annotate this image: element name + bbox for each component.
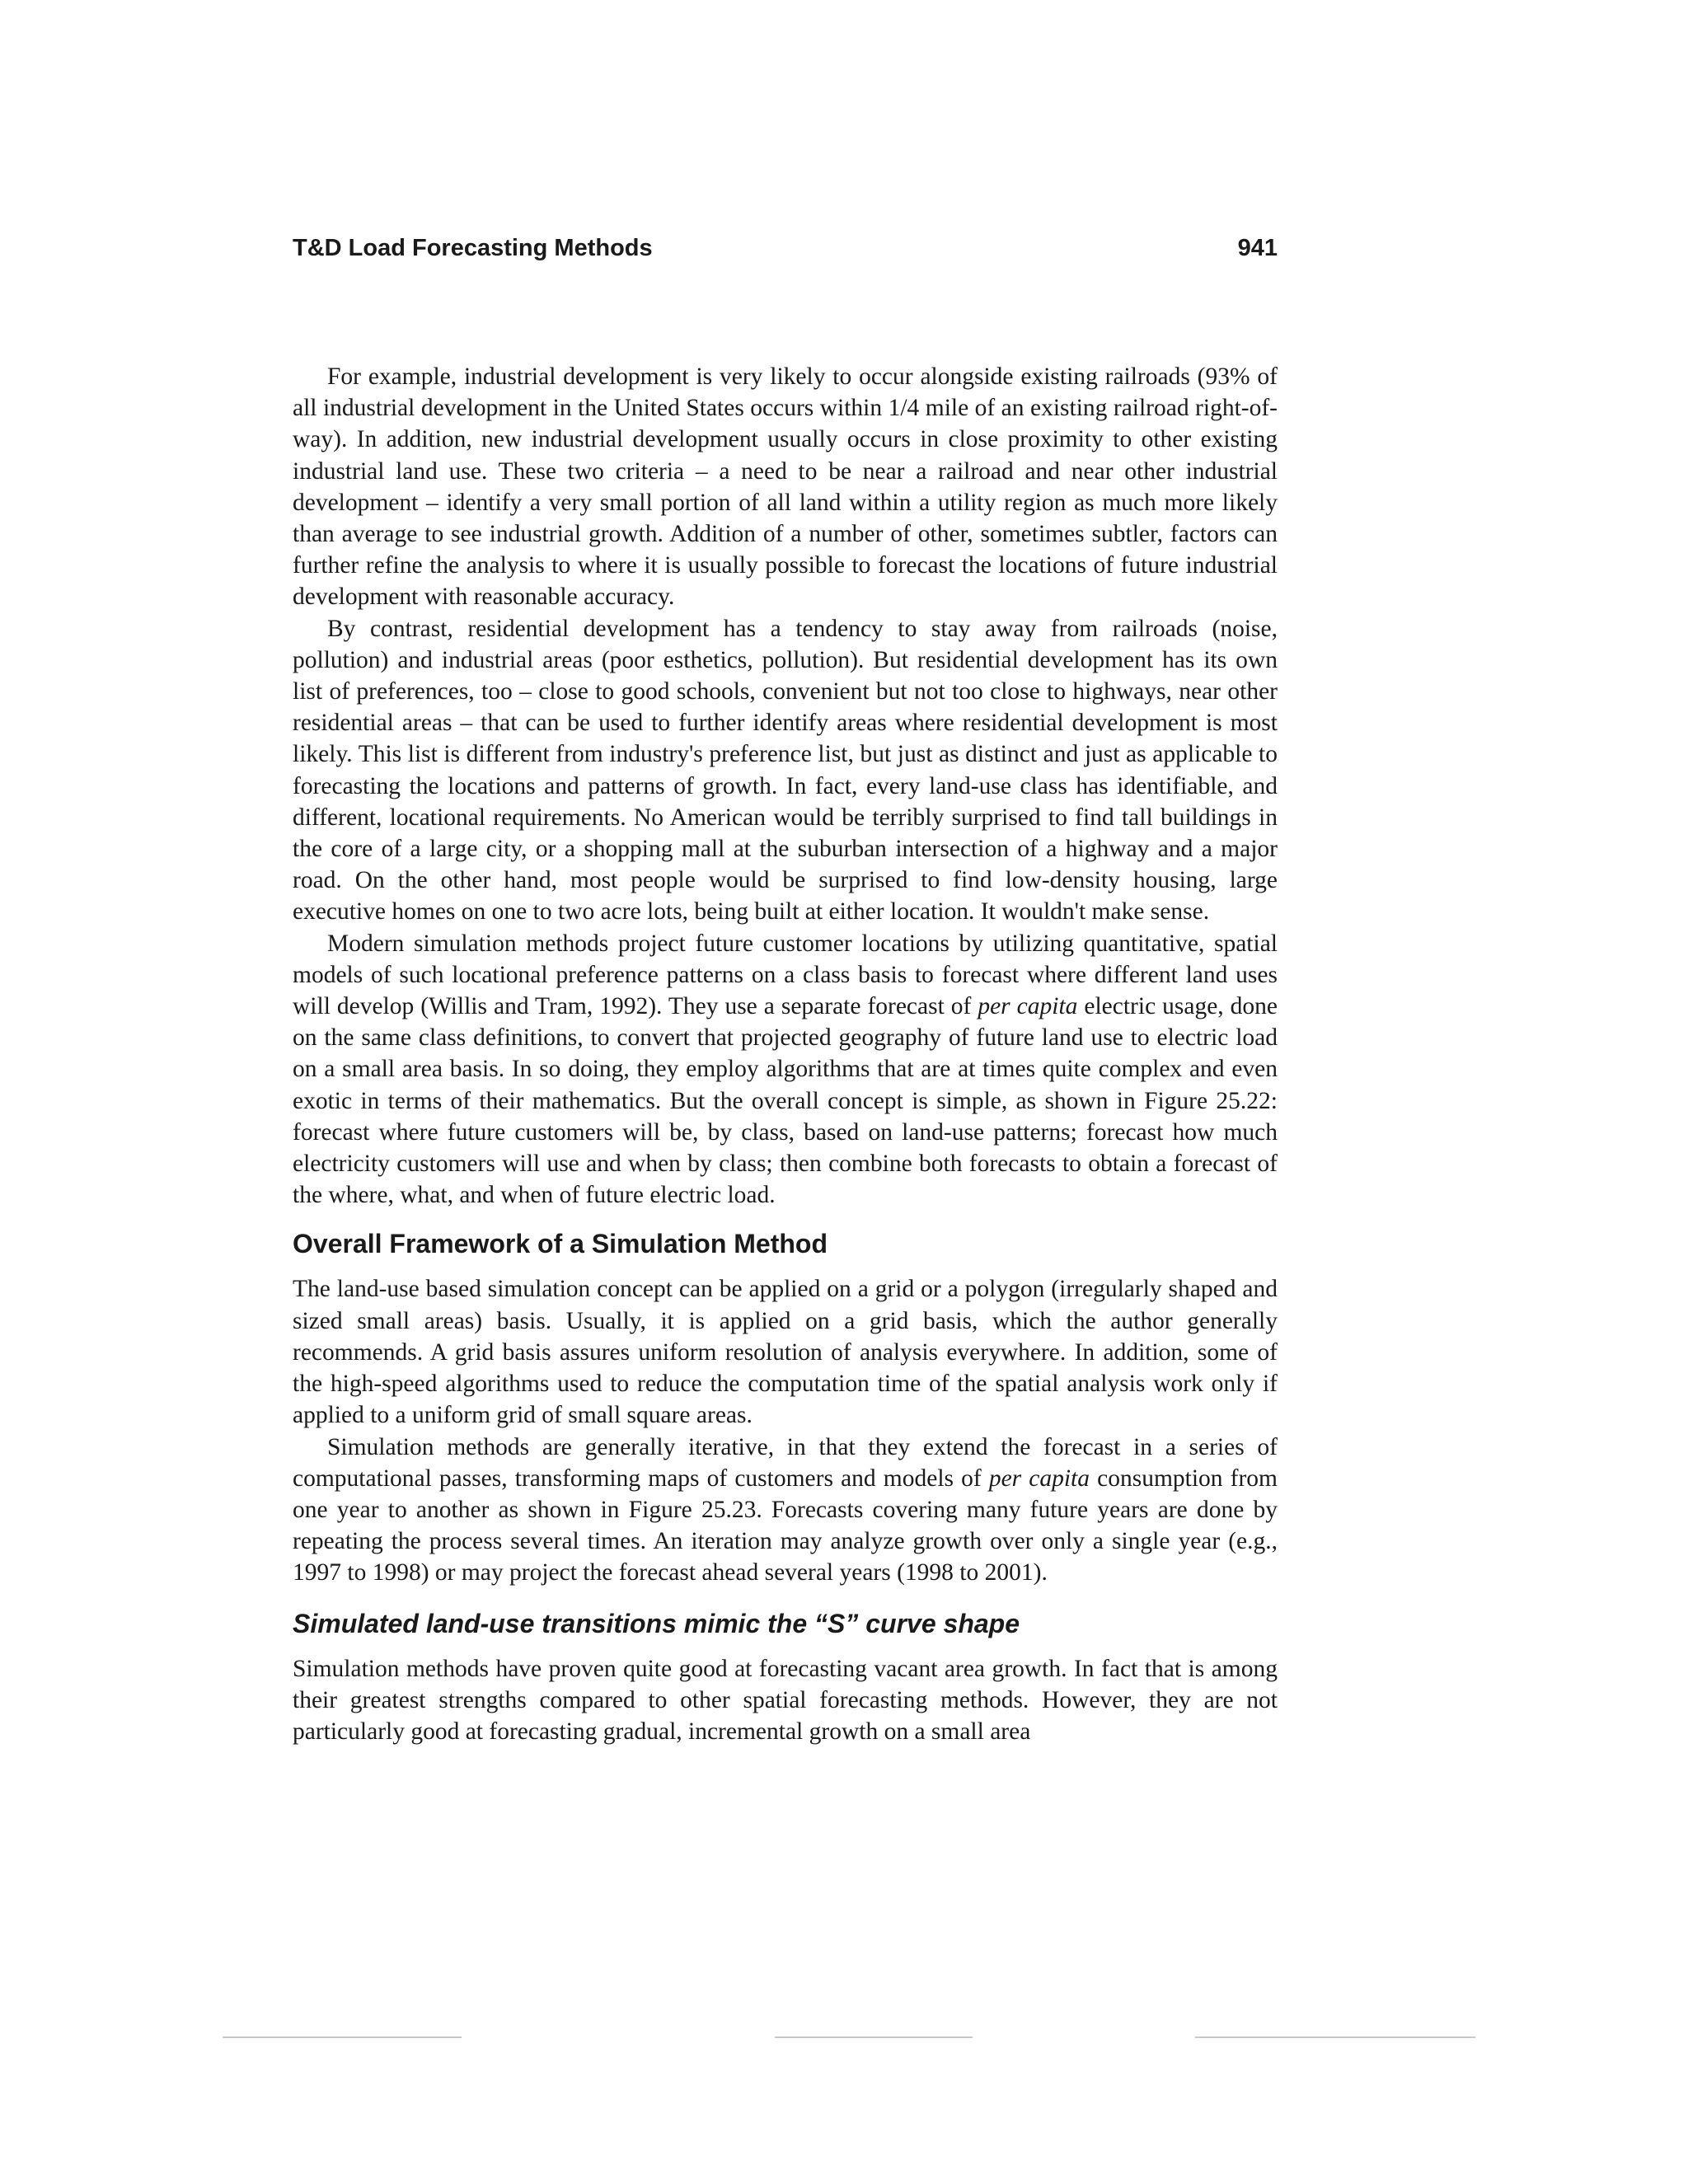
book-page [293,235,1278,1747]
scan-artifact-line [1195,2036,1475,2038]
paragraph-industrial: For example, industrial development is very likely to occur alongside existing railroads (93% of all industrial development in the United States occurs within 1/4 mile of an existing railroad right-of-way). In addition, new industrial development usually occurs in close proximity to other existing industrial land use. These two criteria – a need to be near a railroad and near other industrial development – identify a very small portion of all land within a utility region as much more likely than average to see industrial growth. Addition of a number of other, sometimes subtler, factors can further refine the analysis to where it is usually possible to forecast the locations of future industrial development with reasonable accuracy. [293,363,1278,611]
italic-term: per capita [988,1465,1090,1492]
header-title: T&D Load Forecasting Methods [293,235,653,261]
paragraph-modern-simulation [293,928,1278,1212]
paragraph-grid-basis: The land-use based simulation concept can be applied on a grid or a polygon (irregularly shaped and sized small areas) basis. Usually, it is applied on a grid basis, which the author generally recommends. A grid basis assures uniform resolution of analysis everywhere. In addition, some of the high-speed algorithms used to reduce the computation time of the spatial analysis work only if applied to a uniform grid of small square areas. [293,1276,1278,1429]
section-heading: Overall Framework of a Simulation Method [293,1229,828,1259]
italic-term: per capita [978,993,1078,1020]
subsection-heading: Simulated land-use transitions mimic the “S” curve shape [293,1608,1020,1638]
paragraph-text: consumption from one year to another as shown in Figure 25.23. Forecasts covering many future years are done by repeating the process several times. An iteration may analyze growth over only a single year (e.g., 1997 to 1998) or may project the forecast ahead several years (1998 to 2001). [293,1465,1278,1586]
page-number: 941 [1237,235,1278,261]
scan-artifact-line [775,2036,973,2038]
paragraph-vacant-growth: Simulation methods have proven quite good at forecasting vacant area growth. In fact that is among their greatest strengths compared to other spatial forecasting methods. However, they are not particularly good at forecasting gradual, incremental growth on a small area [293,1655,1278,1745]
paragraph-text: Simulation methods are generally iterative, in that they extend the forecast in a series of computational passes, transforming maps of customers and models of [293,1433,1278,1492]
running-header [293,235,1278,262]
paragraph-text: electric usage, done on the same class definitions, to convert that projected geography of future land use to electric load on a small area basis. In so doing, they employ algorithms that are at times quite complex and even exotic in terms of their mathematics. But the overall concept is simple, as shown in Figure 25.22: forecast where future customers will be, by class, based on land-use patterns; forecast how much electricity customers will use and when by class; then combine both forecasts to obtain a forecast of the where, what, and when of future electric load. [293,993,1278,1209]
paragraph-iterative [293,1432,1278,1589]
paragraph-text: Modern simulation methods project future customer locations by utilizing quantitative, spatial models of such locational preference patterns on a class basis to forecast where different land uses will develop (Willis and Tram, 1992). They use a separate forecast of [293,930,1278,1020]
paragraph-residential: By contrast, residential development has a tendency to stay away from railroads (noise, pollution) and industrial areas (poor esthetics, pollution). But residential development has its own list of preferences, too – close to good schools, convenient but not too close to highways, near other residential areas – that can be used to further identify areas where residential development is most likely. This list is different from industry's preference list, but just as distinct and just as applicable to forecasting the locations and patterns of growth. In fact, every land-use class has identifiable, and different, locational requirements. No American would be terribly surprised to find tall buildings in the core of a large city, or a shopping mall at the suburban intersection of a highway and a major road. On the other hand, most people would be surprised to find low-density housing, large executive homes on one to two acre lots, being built at either location. It wouldn't make sense. [293,615,1278,926]
page-content [293,361,1278,1747]
scan-artifact-line [223,2036,462,2038]
